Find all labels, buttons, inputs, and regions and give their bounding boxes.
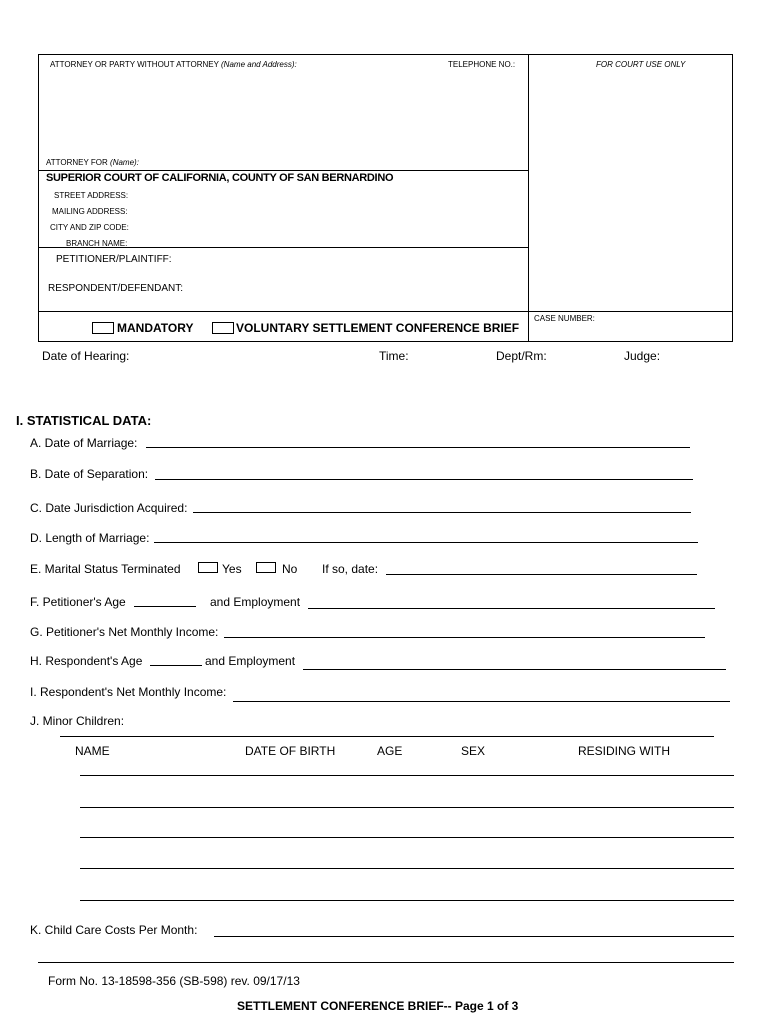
court-name: SUPERIOR COURT OF CALIFORNIA, COUNTY OF SAN BERNARDINO	[46, 172, 394, 184]
hearing-judge-label: Judge:	[624, 349, 661, 363]
marital-ifso-label: If so, date:	[322, 562, 379, 576]
petitioner-employment-field[interactable]	[308, 608, 715, 609]
date-of-separation-field[interactable]	[155, 479, 693, 480]
telephone-label: TELEPHONE NO.:	[448, 60, 516, 69]
respondent-income-label: I. Respondent's Net Monthly Income:	[30, 685, 227, 699]
form-number: Form No. 13-18598-356 (SB-598) rev. 09/17/13	[48, 974, 300, 988]
mandatory-checkbox[interactable]	[92, 322, 114, 334]
jurisdiction-label: C. Date Jurisdiction Acquired:	[30, 501, 188, 515]
length-of-marriage-field[interactable]	[154, 542, 698, 543]
court-use-label: FOR COURT USE ONLY	[596, 60, 686, 69]
jurisdiction-field[interactable]	[193, 512, 691, 513]
section-title: I. STATISTICAL DATA:	[16, 413, 152, 428]
case-number-label: CASE NUMBER:	[534, 314, 595, 323]
hearing-date-label: Date of Hearing:	[42, 349, 130, 363]
child-row-line[interactable]	[80, 775, 734, 776]
col-age: AGE	[377, 744, 403, 758]
mailing-address-label: MAILING ADDRESS:	[52, 207, 128, 216]
marital-yes-label: Yes	[222, 562, 242, 576]
petitioner-age-label: F. Petitioner's Age	[30, 595, 126, 609]
col-name: NAME	[75, 744, 110, 758]
respondent-employment-field[interactable]	[303, 669, 726, 670]
caption-divider	[528, 54, 529, 342]
marital-status-label: E. Marital Status Terminated	[30, 562, 181, 576]
petitioner-income-field[interactable]	[224, 637, 705, 638]
attorney-for-label: ATTORNEY FOR (Name):	[46, 158, 139, 167]
respondent-age-label: H. Respondent's Age	[30, 654, 143, 668]
title-rule	[38, 311, 733, 312]
respondent-label: RESPONDENT/DEFENDANT:	[48, 283, 184, 294]
respondent-age-field[interactable]	[150, 665, 202, 666]
city-zip-label: CITY AND ZIP CODE:	[50, 223, 129, 232]
page-footer-title: SETTLEMENT CONFERENCE BRIEF-- Page 1 of 3	[237, 999, 519, 1013]
voluntary-checkbox[interactable]	[212, 322, 234, 334]
petitioner-employment-label: and Employment	[210, 595, 301, 609]
mandatory-label: MANDATORY	[117, 321, 194, 335]
respondent-income-field[interactable]	[233, 701, 730, 702]
court-name-rule	[38, 170, 528, 171]
street-address-label: STREET ADDRESS:	[54, 191, 129, 200]
child-row-line[interactable]	[80, 900, 734, 901]
marital-date-field[interactable]	[386, 574, 697, 575]
col-dob: DATE OF BIRTH	[245, 744, 336, 758]
col-sex: SEX	[461, 744, 486, 758]
marital-no-label: No	[282, 562, 298, 576]
marital-yes-checkbox[interactable]	[198, 562, 218, 573]
length-of-marriage-label: D. Length of Marriage:	[30, 531, 150, 545]
hearing-time-label: Time:	[379, 349, 409, 363]
attorney-label: ATTORNEY OR PARTY WITHOUT ATTORNEY (Name and Address):	[50, 60, 297, 69]
petitioner-age-field[interactable]	[134, 606, 196, 607]
minor-children-label: J. Minor Children:	[30, 714, 125, 728]
respondent-employment-label: and Employment	[205, 654, 296, 668]
child-row-line[interactable]	[80, 868, 734, 869]
marital-no-checkbox[interactable]	[256, 562, 276, 573]
date-of-marriage-field[interactable]	[146, 447, 690, 448]
caption-box	[38, 54, 733, 342]
date-of-marriage-label: A. Date of Marriage:	[30, 436, 138, 450]
col-residing: RESIDING WITH	[578, 744, 670, 758]
petitioner-income-label: G. Petitioner's Net Monthly Income:	[30, 625, 219, 639]
hearing-dept-label: Dept/Rm:	[496, 349, 547, 363]
child-care-label: K. Child Care Costs Per Month:	[30, 923, 198, 937]
child-row-line[interactable]	[80, 837, 734, 838]
petitioner-label: PETITIONER/PLAINTIFF:	[56, 254, 172, 265]
date-of-separation-label: B. Date of Separation:	[30, 467, 149, 481]
children-table-top-rule	[60, 736, 714, 737]
branch-name-label: BRANCH NAME:	[66, 239, 128, 248]
child-row-line[interactable]	[80, 807, 734, 808]
footer-rule	[38, 962, 734, 963]
child-care-field[interactable]	[214, 936, 734, 937]
voluntary-label: VOLUNTARY SETTLEMENT CONFERENCE BRIEF	[236, 321, 520, 335]
